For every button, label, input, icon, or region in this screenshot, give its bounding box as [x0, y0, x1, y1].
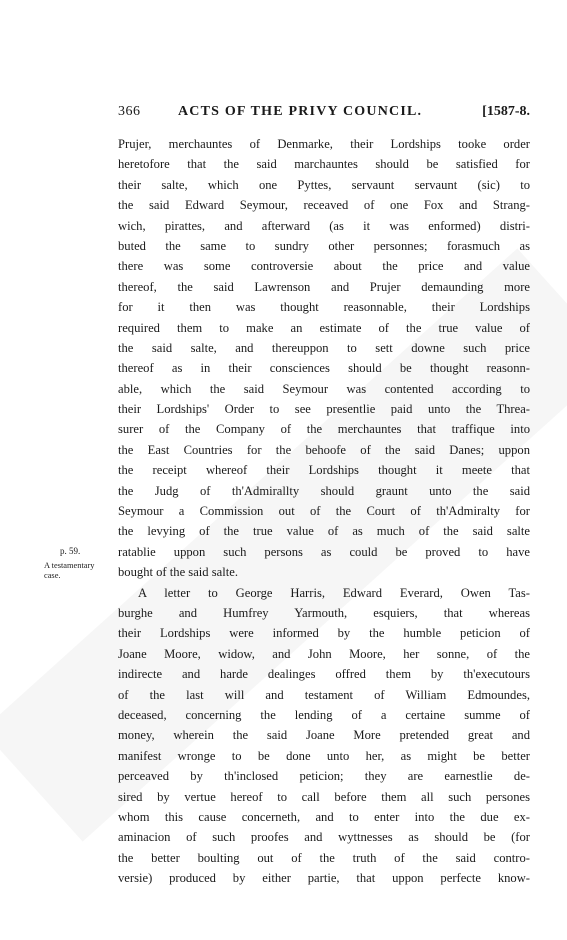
text-line: A letter to George Harris, Edward Everard, Owen Tas-: [138, 585, 530, 600]
text-line: their Lordships' Order to see presentlie paid unto the Threa-: [118, 402, 530, 417]
text-line: whom this cause concerneth, and to enter into the due ex-: [118, 809, 530, 824]
text-line: wich, pirattes, and afterward (as it was enformed) distri-: [118, 218, 530, 233]
text-line: the said Edward Seymour, receaved of one Fox and Strang-: [118, 198, 530, 213]
text-line: ratablie uppon such persons as could be proved to have: [118, 544, 530, 559]
text-line: buted the same to sundry other personnes; forasmuch as: [118, 238, 530, 253]
text-line: thereof, the said Lawrenson and Prujer demaunding more: [118, 279, 530, 294]
text-line: money, wherein the said Joane More pretended great and: [118, 728, 530, 743]
text-line: manifest wronge to be done unto her, as might be better: [118, 748, 530, 763]
text-line: deceased, concerning the lending of a certaine summe of: [118, 707, 530, 722]
running-title: ACTS OF THE PRIVY COUNCIL.: [178, 104, 423, 119]
text-line: Prujer, merchauntes of Denmarke, their Lordships tooke order: [118, 137, 530, 151]
margin-page-reference: p. 59.: [60, 546, 81, 556]
text-line: bought of the said salte.: [118, 565, 238, 580]
text-line: there was some controversie about the price and value: [118, 259, 530, 274]
text-line: their salte, which one Pyttes, servaunt servaunt (sic) to: [118, 177, 530, 192]
text-line: required them to make an estimate of the true value of: [118, 320, 530, 335]
header-year: [1587-8.: [482, 104, 530, 119]
page-number: 366: [118, 104, 141, 119]
text-line: versie) produced by either partie, that uppon perfecte know-: [118, 871, 530, 886]
text-line: surer of the Company of the merchauntes that traffique into: [118, 422, 530, 437]
text-line: Joane Moore, widow, and John Moore, her sonne, of the: [118, 646, 530, 661]
text-line: burghe and Humfrey Yarmouth, esquiers, that whereas: [118, 605, 530, 620]
text-line: Seymour a Commission out of the Court of th'Admiralty for: [118, 504, 530, 519]
paragraph-salte: [118, 134, 530, 583]
text-line: of the last will and testament of William Edmoundes,: [118, 687, 530, 702]
text-line: heretofore that the said marchauntes should be satisfied for: [118, 157, 530, 172]
text-line: indirecte and harde dealinges offred them by th'executours: [118, 667, 530, 682]
paragraph-testamentary: [118, 583, 530, 889]
text-line: the said salte, and thereuppon to sett downe such price: [118, 340, 530, 355]
margin-note: case.: [44, 571, 61, 580]
margin-notes: [44, 545, 118, 581]
body-text: [118, 134, 530, 888]
text-line: able, which the said Seymour was contented according to: [118, 381, 530, 396]
text-line: the receipt whereof their Lordships thought it meete that: [118, 463, 530, 478]
text-line: perceaved by th'inclosed peticion; they are earnestlie de-: [118, 769, 530, 784]
text-line: thereof as in their consciences should be thought reasonn-: [118, 361, 530, 376]
page-header: [118, 104, 530, 126]
text-line: sired by vertue hereof to call before them all such persones: [118, 789, 530, 804]
text-line: their Lordships were informed by the humble peticion of: [118, 626, 530, 641]
text-line: the East Countries for the behoofe of the said Danes; uppon: [118, 442, 530, 457]
text-line: for it then was thought reasonnable, their Lordships: [118, 300, 530, 315]
text-line: aminacion of such proofes and wyttnesses as should be (for: [118, 830, 530, 845]
text-line: the levying of the true value of as much of the said salte: [118, 524, 530, 539]
margin-note: A testamentary: [44, 561, 95, 570]
text-line: the Judg of th'Admirallty should graunt unto the said: [118, 483, 530, 498]
text-line: the better boulting out of the truth of the said contro-: [118, 850, 530, 865]
